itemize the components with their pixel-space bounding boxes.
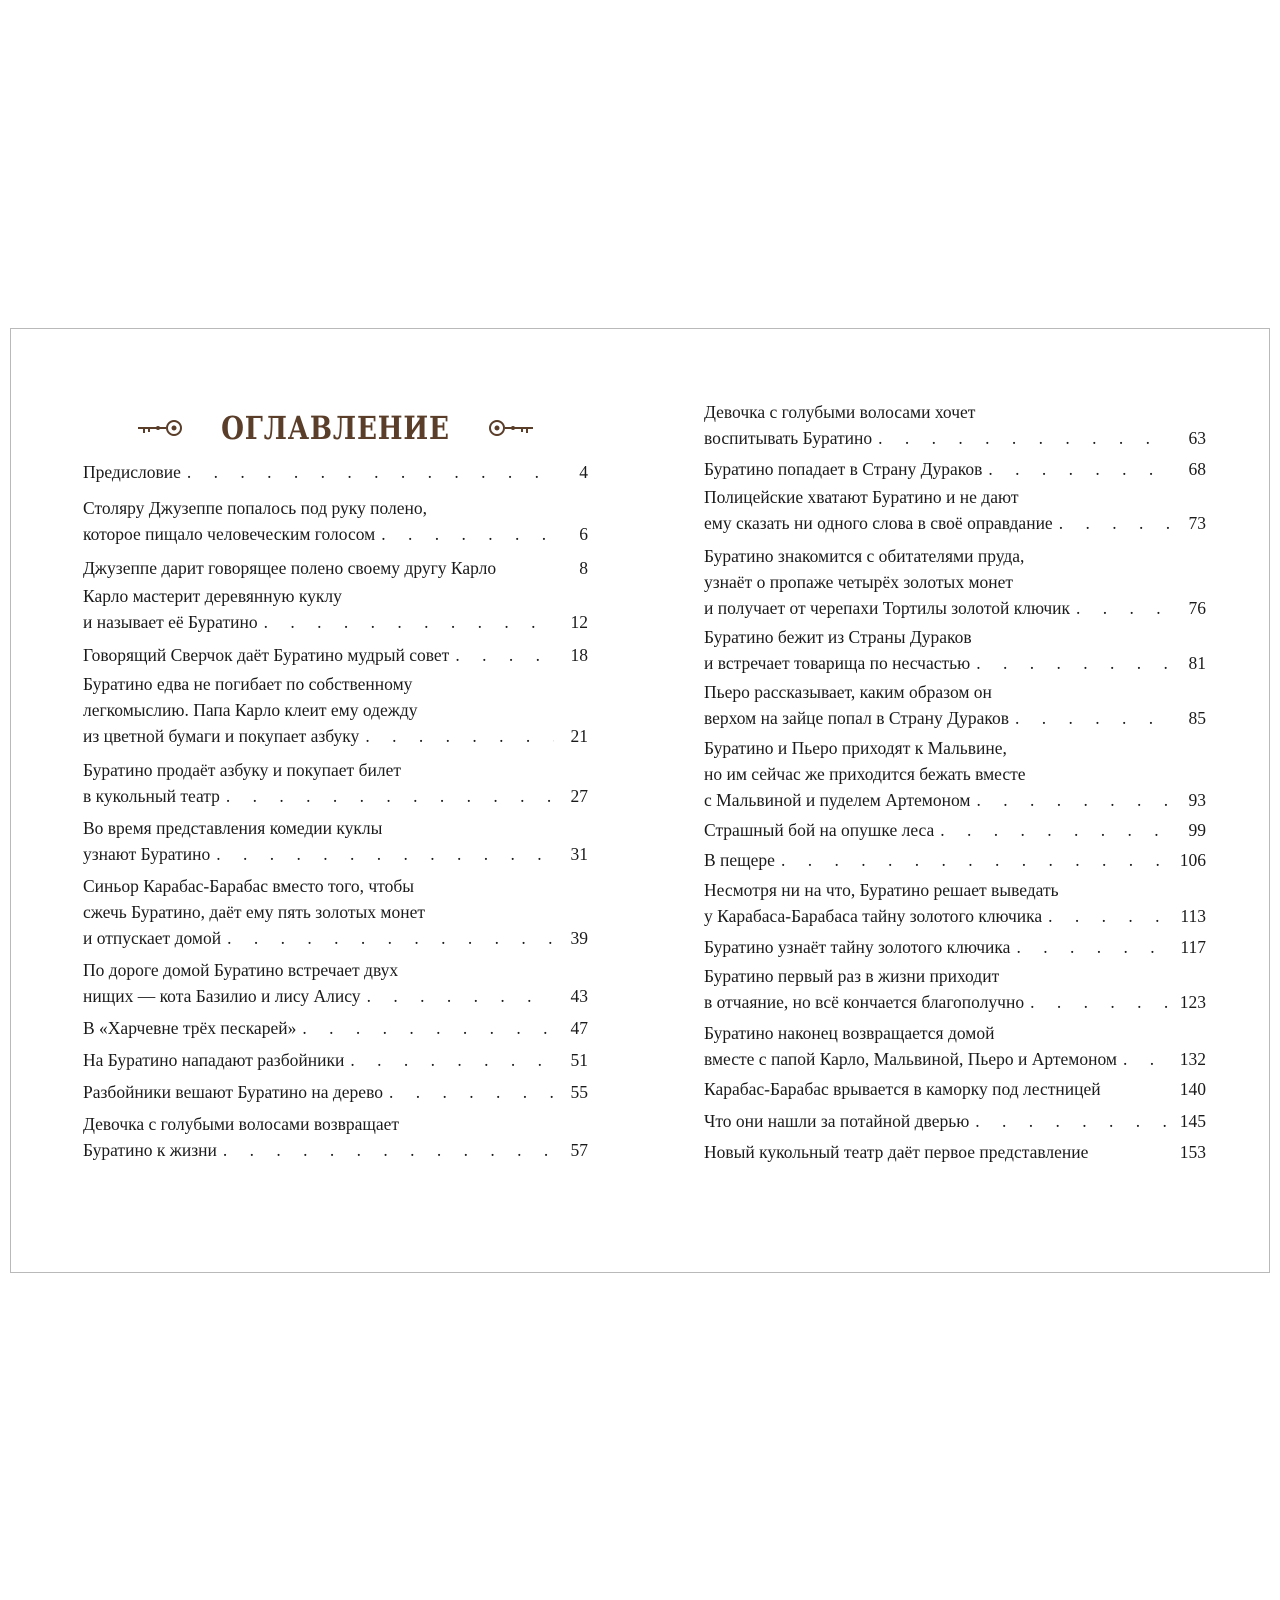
toc-entry-text: узнаёт о пропаже четырёх золотых монет bbox=[704, 572, 1014, 592]
toc-entry-last-line bbox=[704, 650, 1206, 676]
toc-entry-text: и встречает товарища по несчастью bbox=[704, 653, 971, 673]
toc-entry[interactable] bbox=[704, 1139, 1206, 1165]
toc-entry[interactable] bbox=[83, 671, 588, 749]
toc-entry-last-line bbox=[704, 787, 1206, 813]
toc-entry[interactable] bbox=[83, 583, 588, 635]
toc-entry-last-line bbox=[83, 555, 588, 581]
toc-entry-last-line bbox=[704, 510, 1206, 536]
page-number: 76 bbox=[1188, 598, 1206, 618]
toc-entry-text: Пьеро рассказывает, каким образом он bbox=[704, 682, 992, 702]
toc-entry-last-line bbox=[704, 1108, 1206, 1134]
toc-entry-text: узнают Буратино bbox=[83, 844, 211, 864]
toc-entry-text: у Карабаса-Барабаса тайну золотого ключика bbox=[704, 906, 1043, 926]
toc-entry-text: Новый кукольный театр даёт первое представление bbox=[704, 1142, 1089, 1162]
toc-entry-text: Буратино знакомится с обитателями пруда, bbox=[704, 546, 1025, 566]
toc-entry[interactable] bbox=[83, 757, 588, 809]
dot-leader bbox=[1117, 1046, 1172, 1072]
toc-entry[interactable] bbox=[704, 877, 1206, 929]
toc-entry[interactable] bbox=[83, 555, 588, 581]
toc-entry[interactable] bbox=[83, 459, 588, 485]
toc-entry-last-line bbox=[704, 425, 1206, 451]
toc-entry[interactable] bbox=[704, 847, 1206, 873]
page-number: 43 bbox=[570, 986, 588, 1006]
toc-entry-last-line bbox=[83, 459, 588, 485]
toc-entry-text: Буратино едва не погибает по собственному bbox=[83, 674, 413, 694]
page-number: 123 bbox=[1179, 992, 1206, 1012]
dot-leader bbox=[1070, 595, 1172, 621]
dot-leader bbox=[383, 1079, 554, 1105]
page-number: 81 bbox=[1188, 653, 1206, 673]
page-number: 145 bbox=[1179, 1111, 1206, 1131]
toc-entry-text: Буратино узнаёт тайну золотого ключика bbox=[704, 937, 1011, 957]
toc-entry-last-line bbox=[83, 1015, 588, 1041]
page-number: 63 bbox=[1188, 428, 1206, 448]
toc-entry-last-line bbox=[704, 903, 1206, 929]
toc-entry-text: Карабас-Барабас врывается в каморку под лестницей bbox=[704, 1079, 1101, 1099]
page-number: 140 bbox=[1179, 1079, 1206, 1099]
toc-entry-text: Полицейские хватают Буратино и не дают bbox=[704, 487, 1019, 507]
toc-entry-text: Предисловие bbox=[83, 462, 181, 482]
dot-leader bbox=[210, 841, 554, 867]
toc-entry[interactable] bbox=[83, 1111, 588, 1163]
toc-entry-text: легкомыслию. Папа Карло клеит ему одежду bbox=[83, 700, 418, 720]
toc-entry-last-line bbox=[704, 934, 1206, 960]
toc-heading bbox=[83, 407, 588, 449]
page-number: 106 bbox=[1179, 850, 1206, 870]
toc-entry-text: Буратино и Пьеро приходят к Мальвине, bbox=[704, 738, 1007, 758]
toc-entry-last-line bbox=[83, 521, 588, 547]
dot-leader bbox=[221, 925, 554, 951]
dot-leader bbox=[970, 650, 1172, 676]
toc-entry-text: из цветной бумаги и покупает азбуку bbox=[83, 726, 360, 746]
dot-leader bbox=[1009, 705, 1172, 731]
toc-entry-last-line bbox=[704, 595, 1206, 621]
toc-entry-last-line bbox=[704, 456, 1206, 482]
page-number: 27 bbox=[570, 786, 588, 806]
toc-entry-text: На Буратино нападают разбойники bbox=[83, 1050, 345, 1070]
toc-entry-text: По дороге домой Буратино встречает двух bbox=[83, 960, 399, 980]
page-number: 113 bbox=[1180, 906, 1206, 926]
toc-entry[interactable] bbox=[704, 484, 1206, 536]
page-number: 117 bbox=[1180, 937, 1206, 957]
toc-entry-text: Во время представления комедии куклы bbox=[83, 818, 383, 838]
toc-entry-last-line bbox=[704, 817, 1206, 843]
toc-entry-last-line bbox=[83, 1079, 588, 1105]
toc-entry[interactable] bbox=[83, 815, 588, 867]
dot-leader bbox=[359, 723, 554, 749]
toc-entry-last-line bbox=[704, 1076, 1206, 1102]
dot-leader bbox=[375, 521, 554, 547]
toc-entry-text: в отчаяние, но всё кончается благополучно bbox=[704, 992, 1025, 1012]
toc-entry-text: Девочка с голубыми волосами возвращает bbox=[83, 1114, 400, 1134]
toc-entry-last-line bbox=[83, 783, 588, 809]
dot-leader bbox=[775, 847, 1172, 873]
toc-entry-last-line bbox=[83, 925, 588, 951]
toc-entry-text: нищих — кота Базилио и лису Алису bbox=[83, 986, 361, 1006]
dot-leader bbox=[872, 425, 1172, 451]
page-number: 31 bbox=[570, 844, 588, 864]
toc-entry-text: которое пищало человеческим голосом bbox=[83, 524, 376, 544]
toc-entry[interactable] bbox=[83, 642, 588, 668]
page-number: 55 bbox=[570, 1082, 588, 1102]
toc-entry-last-line bbox=[704, 1046, 1206, 1072]
toc-entry-text: Разбойники вешают Буратино на дерево bbox=[83, 1082, 383, 1102]
dot-leader bbox=[1024, 989, 1172, 1015]
toc-entry[interactable] bbox=[704, 817, 1206, 843]
page-number: 132 bbox=[1179, 1049, 1206, 1069]
toc-entry[interactable] bbox=[704, 679, 1206, 731]
toc-entry-text: В пещере bbox=[704, 850, 775, 870]
toc-entry[interactable] bbox=[83, 957, 588, 1009]
toc-entry-text: Карло мастерит деревянную куклу bbox=[83, 586, 342, 606]
toc-entry[interactable] bbox=[704, 1108, 1206, 1134]
toc-entry[interactable] bbox=[704, 399, 1206, 451]
toc-entry-text: Несмотря ни на что, Буратино решает выведать bbox=[704, 880, 1059, 900]
toc-entry[interactable] bbox=[83, 1047, 588, 1073]
book-spread bbox=[10, 328, 1270, 1273]
key-ornament-right-icon bbox=[485, 417, 535, 439]
toc-entry-last-line bbox=[83, 841, 588, 867]
toc-entry-text: Страшный бой на опушке леса bbox=[704, 820, 935, 840]
dot-leader bbox=[258, 609, 554, 635]
dot-leader bbox=[217, 1137, 554, 1163]
toc-entry-text: верхом на зайце попал в Страну Дураков bbox=[704, 708, 1009, 728]
page-number: 57 bbox=[570, 1140, 588, 1160]
toc-entry-text: Буратино продаёт азбуку и покупает билет bbox=[83, 760, 401, 780]
toc-entry-text: Девочка с голубыми волосами хочет bbox=[704, 402, 976, 422]
toc-entry-text: вместе с папой Карло, Мальвиной, Пьеро и Артемоном bbox=[704, 1049, 1117, 1069]
dot-leader bbox=[1053, 510, 1172, 536]
toc-entry-text: сжечь Буратино, даёт ему пять золотых монет bbox=[83, 902, 425, 922]
toc-entry-text: и отпускает домой bbox=[83, 928, 222, 948]
dot-leader bbox=[982, 456, 1172, 482]
toc-entry-text: и называет её Буратино bbox=[83, 612, 258, 632]
toc-entry-text: Столяру Джузеппе попалось под руку полено, bbox=[83, 498, 427, 518]
toc-entry-last-line bbox=[704, 1139, 1206, 1165]
toc-entry-last-line bbox=[704, 989, 1206, 1015]
toc-entry-text: Что они нашли за потайной дверью bbox=[704, 1111, 970, 1131]
page-title: ОГЛАВЛЕНИЕ bbox=[221, 409, 450, 447]
toc-entry-text: но им сейчас же приходится бежать вместе bbox=[704, 764, 1026, 784]
toc-entry[interactable] bbox=[83, 1079, 588, 1105]
page-number: 51 bbox=[570, 1050, 588, 1070]
dot-leader bbox=[934, 817, 1172, 843]
toc-entry-last-line bbox=[83, 642, 588, 668]
toc-entry-last-line bbox=[83, 1137, 588, 1163]
toc-entry[interactable] bbox=[83, 495, 588, 547]
page-number: 6 bbox=[579, 524, 588, 544]
dot-leader bbox=[1042, 903, 1172, 929]
toc-entry-text: ему сказать ни одного слова в своё оправдание bbox=[704, 513, 1053, 533]
page-number: 99 bbox=[1188, 820, 1206, 840]
toc-entry[interactable] bbox=[704, 1020, 1206, 1072]
page-number: 73 bbox=[1188, 513, 1206, 533]
toc-entry[interactable] bbox=[704, 963, 1206, 1015]
toc-entry-last-line bbox=[83, 723, 588, 749]
dot-leader bbox=[969, 1108, 1172, 1134]
page-number: 18 bbox=[570, 645, 588, 665]
toc-entry-text: Буратино к жизни bbox=[83, 1140, 217, 1160]
toc-entry[interactable] bbox=[704, 543, 1206, 621]
toc-entry-last-line bbox=[704, 705, 1206, 731]
toc-entry-text: Джузеппе дарит говорящее полено своему другу Карло bbox=[83, 558, 497, 578]
page-number: 21 bbox=[570, 726, 588, 746]
toc-entry-last-line bbox=[83, 1047, 588, 1073]
dot-leader bbox=[220, 783, 554, 809]
page-number: 85 bbox=[1188, 708, 1206, 728]
dot-leader bbox=[181, 459, 554, 485]
page-number: 153 bbox=[1179, 1142, 1206, 1162]
toc-entry[interactable] bbox=[704, 1076, 1206, 1102]
toc-entry-text: Буратино первый раз в жизни приходит bbox=[704, 966, 1000, 986]
toc-entry-text: и получает от черепахи Тортилы золотой ключик bbox=[704, 598, 1071, 618]
toc-entry-text: с Мальвиной и пуделем Артемоном bbox=[704, 790, 971, 810]
toc-entry-last-line bbox=[704, 847, 1206, 873]
toc-entry-text: в кукольный театр bbox=[83, 786, 220, 806]
toc-entry-text: Буратино попадает в Страну Дураков bbox=[704, 459, 983, 479]
page-number: 68 bbox=[1188, 459, 1206, 479]
toc-entry-last-line bbox=[83, 609, 588, 635]
toc-entry[interactable] bbox=[83, 1015, 588, 1041]
toc-entry-last-line bbox=[83, 983, 588, 1009]
dot-leader bbox=[296, 1015, 554, 1041]
dot-leader bbox=[1010, 934, 1172, 960]
page-number: 12 bbox=[570, 612, 588, 632]
toc-entry[interactable] bbox=[83, 873, 588, 951]
toc-entry[interactable] bbox=[704, 735, 1206, 813]
toc-entry-text: воспитывать Буратино bbox=[704, 428, 873, 448]
toc-entry-text: Буратино наконец возвращается домой bbox=[704, 1023, 995, 1043]
toc-entry[interactable] bbox=[704, 456, 1206, 482]
page-number: 4 bbox=[579, 462, 588, 482]
toc-entry[interactable] bbox=[704, 624, 1206, 676]
page-number: 47 bbox=[570, 1018, 588, 1038]
toc-entry-text: Буратино бежит из Страны Дураков bbox=[704, 627, 972, 647]
toc-entry[interactable] bbox=[704, 934, 1206, 960]
dot-leader bbox=[449, 642, 554, 668]
toc-entry-text: Синьор Карабас-Барабас вместо того, чтобы bbox=[83, 876, 414, 896]
dot-leader bbox=[970, 787, 1172, 813]
page-number: 93 bbox=[1188, 790, 1206, 810]
page-number: 39 bbox=[570, 928, 588, 948]
page-number: 8 bbox=[579, 558, 588, 578]
toc-entry-text: В «Харчевне трёх пескарей» bbox=[83, 1018, 297, 1038]
dot-leader bbox=[344, 1047, 554, 1073]
toc-entry-text: Говорящий Сверчок даёт Буратино мудрый совет bbox=[83, 645, 450, 665]
key-ornament-left-icon bbox=[136, 417, 186, 439]
dot-leader bbox=[361, 983, 554, 1009]
